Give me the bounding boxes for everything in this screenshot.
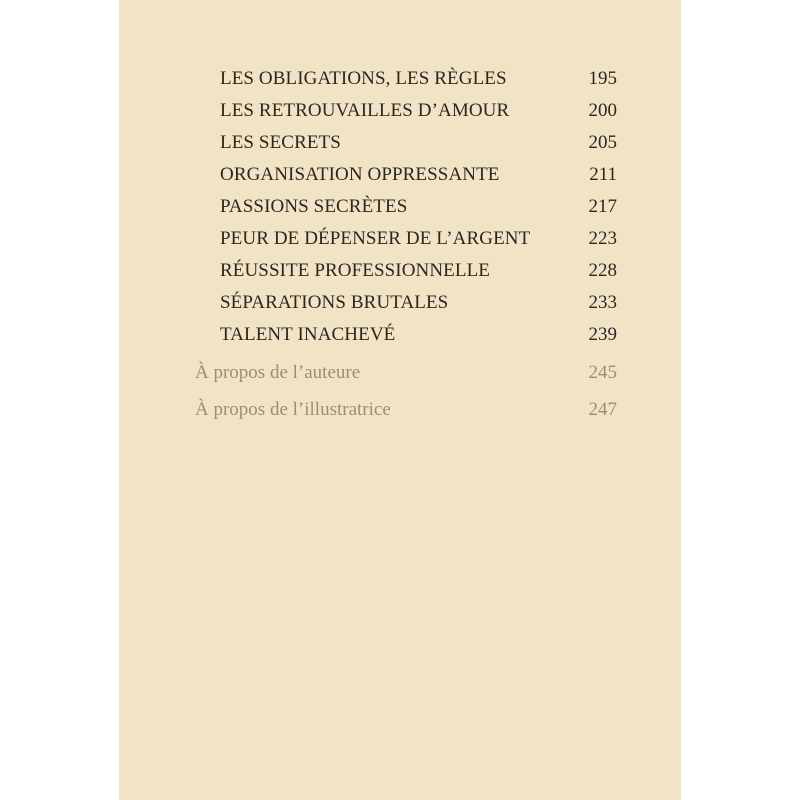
toc-entry-page: 205 xyxy=(588,132,617,153)
toc-entry xyxy=(119,192,681,222)
toc-entry-page: 239 xyxy=(588,324,617,345)
toc-entry xyxy=(119,64,681,94)
toc-entry xyxy=(119,320,681,350)
toc-entry-page: 228 xyxy=(588,260,617,281)
toc-entry-title: PEUR DE DÉPENSER DE L’ARGENT xyxy=(220,228,531,249)
toc-section-entry xyxy=(119,358,681,388)
toc-entry xyxy=(119,128,681,158)
book-page xyxy=(119,0,681,800)
toc-entry xyxy=(119,288,681,318)
toc-section-entry xyxy=(119,395,681,425)
toc-entry-title: RÉUSSITE PROFESSIONNELLE xyxy=(220,260,491,281)
toc-entry-page: 223 xyxy=(588,228,617,249)
toc-entry-title: ORGANISATION OPPRESSANTE xyxy=(220,164,500,185)
toc-section-title: À propos de l’auteure xyxy=(195,362,361,383)
table-of-contents xyxy=(119,0,681,800)
toc-section-page: 245 xyxy=(588,362,617,383)
toc-entry-page: 211 xyxy=(589,164,617,185)
toc-entry-title: LES OBLIGATIONS, LES RÈGLES xyxy=(220,68,507,89)
toc-entry xyxy=(119,160,681,190)
toc-section-title: À propos de l’illustratrice xyxy=(195,399,391,420)
toc-entry-title: TALENT INACHEVÉ xyxy=(220,324,396,345)
toc-entry xyxy=(119,224,681,254)
toc-entry xyxy=(119,96,681,126)
toc-entry-title: SÉPARATIONS BRUTALES xyxy=(220,292,449,313)
toc-entry-page: 195 xyxy=(588,68,617,89)
toc-entry-title: PASSIONS SECRÈTES xyxy=(220,196,408,217)
toc-section-page: 247 xyxy=(588,399,617,420)
toc-entry-title: LES SECRETS xyxy=(220,132,341,153)
toc-entry-title: LES RETROUVAILLES D’AMOUR xyxy=(220,100,510,121)
toc-entry-page: 200 xyxy=(588,100,617,121)
toc-entry-page: 217 xyxy=(588,196,617,217)
toc-entry xyxy=(119,256,681,286)
toc-entry-page: 233 xyxy=(588,292,617,313)
